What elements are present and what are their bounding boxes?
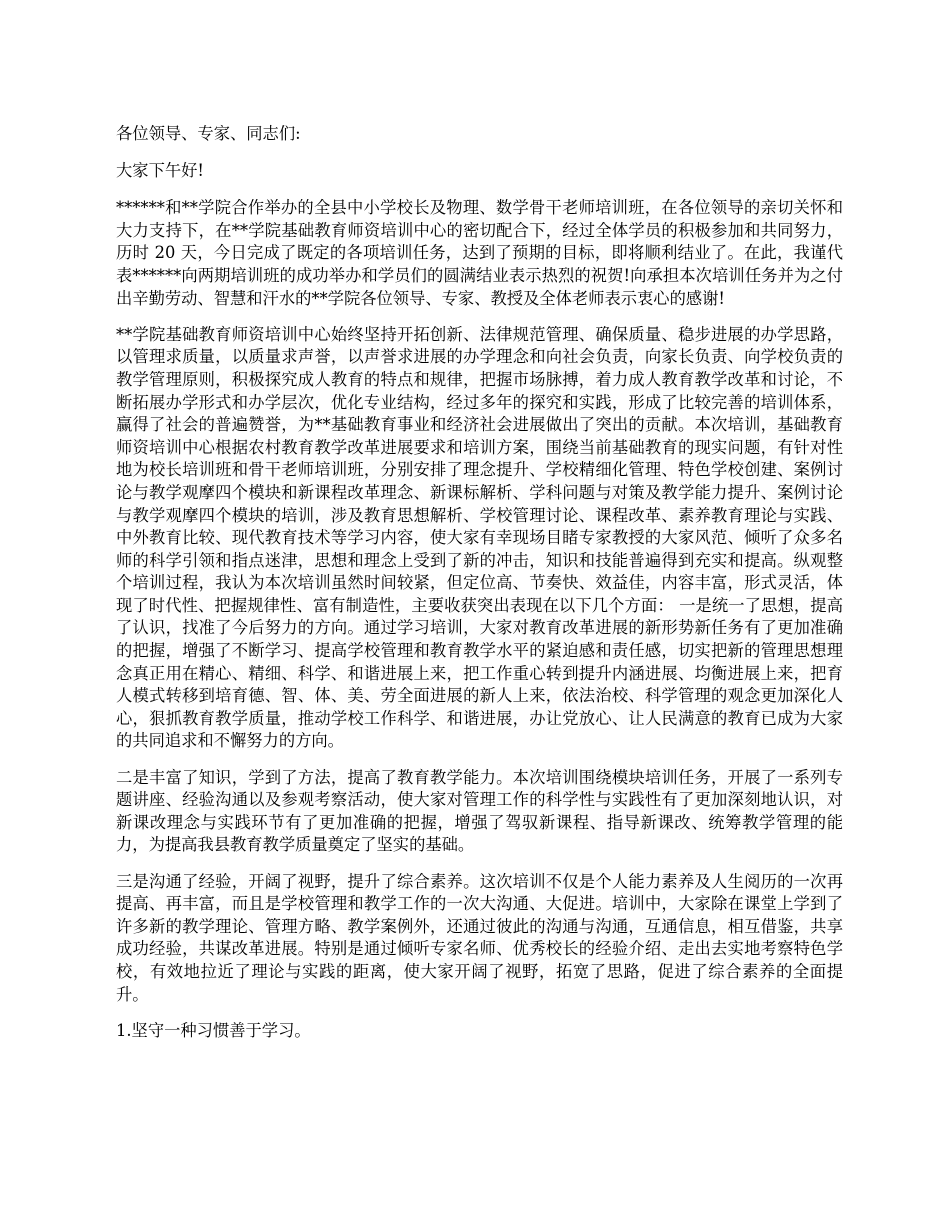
body-paragraph: **学院基础教育师资培训中心始终坚持开拓创新、法律规范管理、确保质量、稳步进展的办学思路，以管理求质量，以质量求声誉，以声誉求进展的办学理念和向社会负责，向家长负责、向学校负责的教学管理原则，积极探究成人教育的特点和规律，把握市场脉搏，着力成人教育教学改革和讨论，不断拓展办学形式和办学层次，优化专业结构，经过多年的探究和实践，形成了比较完善的培训体系，赢得了社会的普遍赞誉，为**基础教育事业和经济社会进展做出了突出的贡献。本次培训，基础教育师资培训中心根据农村教育教学改革进展要求和培训方案，围绕当前基础教育的现实问题，有针对性地为校长培训班和骨干老师培训班，分别安排了理念提升、学校精细化管理、特色学校创建、案例讨论与教学观摩四个模块和新课程改革理念、新课标解析、学科问题与对策及教学能力提升、案例讨论与教学观摩四个模块的培训，涉及教育思想解析、学校管理讨论、课程改革、素养教育理论与实践、中外教育比较、现代教育技术等学习内容，使大家有幸现场目睹专家教授的大家风范、倾听了众多名师的科学引领和指点迷津，思想和理念上受到了新的冲击，知识和技能普遍得到充实和提高。纵观整个培训过程，我认为本次培训虽然时间较紧，但定位高、节奏快、效益佳，内容丰富，形式灵活，体现了时代性、把握规律性、富有制造性，主要收获突出表现在以下几个方面： 一是统一了思想，提高了认识，找准了今后努力的方向。通过学习培训，大家对教育改革进展的新形势新任务有了更加准确的把握，增强了不断学习、提高学校管理和教育教学水平的紧迫感和责任感，切实把新的管理思想理念真正用在精心、精细、科学、和谐进展上来，把工作重心转到提升内涵进展、均衡进展上来，把育人模式转移到培育德、智、体、美、劳全面进展的新人上来，依法治校、科学管理的观念更加深化人心，狠抓教育教学质量，推动学校工作科学、和谐进展，办让党放心、让人民满意的教育已成为大家的共同追求和不懈努力的方向。 <box>116 324 843 751</box>
document-page <box>116 123 843 1057</box>
salutation: 各位领导、专家、同志们: <box>116 124 301 143</box>
body-paragraph: 三是沟通了经验，开阔了视野，提升了综合素养。这次培训不仅是个人能力素养及人生阅历的一次再提高、再丰富，而且是学校管理和教学工作的一次大沟通、大促进。培训中，大家除在课堂上学到了许多新的教学理论、管理方略、教学案例外，还通过彼此的沟通与沟通，互通信息，相互借鉴，共享成功经验，共谋改革进展。特别是通过倾听专家名师、优秀校长的经验介绍、走出去实地考察特色学校，有效地拉近了理论与实践的距离，使大家开阔了视野，拓宽了思路，促进了综合素养的全面提升。 <box>116 871 843 1004</box>
greeting: 大家下午好! <box>116 161 204 181</box>
body-paragraph: ******和**学院合作举办的全县中小学校长及物理、数学骨干老师培训班，在各位领导的亲切关怀和大力支持下，在**学院基础教育师资培训中心的密切配合下，经过全体学员的积极参加和共同努力，历时 20 天，今日完成了既定的各项培训任务，达到了预期的目标，即将顺利结业了。在此，我谨代表******向两期培训班的成功举办和学员们的圆满结业表示热烈的祝贺!向承担本次培训任务并为之付出辛勤劳动、智慧和汗水的**学院各位领导、专家、教授及全体老师表示衷心的感谢! <box>116 198 843 308</box>
list-item: 1.坚守一种习惯善于学习。 <box>116 1020 311 1040</box>
body-paragraph: 二是丰富了知识，学到了方法，提高了教育教学能力。本次培训围绕模块培训任务，开展了一系列专题讲座、经验沟通以及参观考察活动，使大家对管理工作的科学性与实践性有了更加深刻地认识，对新课改理念与实践环节有了更加准确的把握，增强了驾驭新课程、指导新课改、统筹教学管理的能力，为提高我县教育教学质量奠定了坚实的基础。 <box>116 767 843 855</box>
